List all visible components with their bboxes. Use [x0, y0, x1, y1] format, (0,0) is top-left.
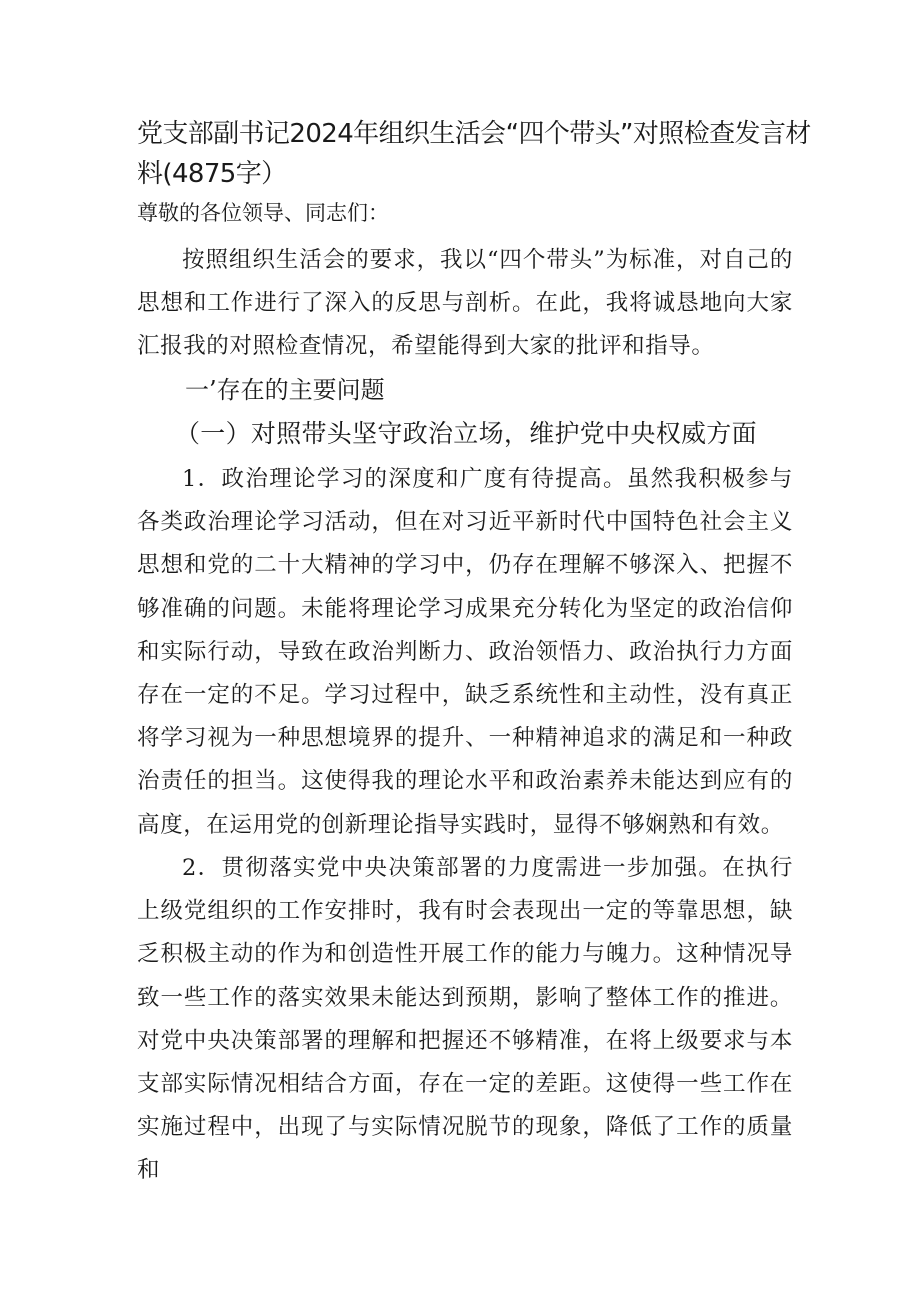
intro-paragraph: 按照组织生活会的要求，我以“四个带头”为标准，对自己的思想和工作进行了深入的反思与剖析。在此，我将诚恳地向大家汇报我的对照检查情况，希望能得到大家的批评和指导。 [137, 247, 793, 360]
section-heading-problems: 一’存在的主要问题 [185, 376, 385, 404]
paragraph-item-1: 1．政治理论学习的深度和广度有待提高。虽然我积极参与各类政治理论学习活动，但在对习近平新时代中国特色社会主义思想和党的二十大精神的学习中，仍存在理解不够深入、把握不够准确的问题。未能将理论学习成果充分转化为坚定的政治信仰和实际行动，导致在政治判断力、政治领悟力、政治执行力方面存在一定的不足。学习过程中，缺乏系统性和主动性，没有真正将学习视为一种思想境界的提升、一种精神追求的满足和一种政治责任的担当。这使得我的理论水平和政治素养未能达到应有的高度，在运用党的创新理论指导实践时，显得不够娴熟和有效。 [137, 466, 793, 838]
document-title: 党支部副书记2024年组织生活会“四个带头”对照检查发言材料(4875字） [137, 119, 811, 189]
subsection-heading-political-stance: （一）对照带头坚守政治立场，维护党中央权威方面 [175, 419, 757, 448]
paragraph-item-2: 2．贯彻落实党中央决策部署的力度需进一步加强。在执行上级党组织的工作安排时，我有时会表现出一定的等靠思想，缺乏积极主动的作为和创造性开展工作的能力与魄力。这种情况导致一些工作的落实效果未能达到预期，影响了整体工作的推进。对党中央决策部署的理解和把握还不够精准，在将上级要求与本支部实际情况相结合方面，存在一定的差距。这使得一些工作在实施过程中，出现了与实际情况脱节的现象，降低了工作的质量和 [137, 855, 793, 1184]
greeting: 尊敬的各位领导、同志们： [137, 201, 389, 225]
